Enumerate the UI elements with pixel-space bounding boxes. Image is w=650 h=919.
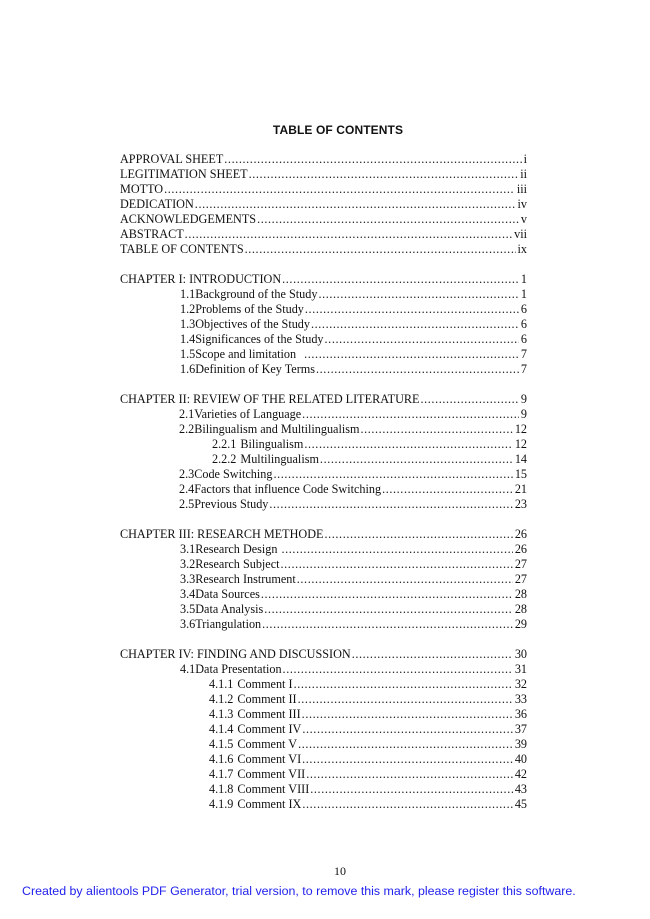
subsection-number: 4.1.2: [209, 692, 234, 706]
toc-entry-approval-sheet[interactable]: [120, 152, 527, 167]
entry-page: 27: [514, 557, 527, 571]
dot-leader: [420, 392, 518, 407]
toc-subsection[interactable]: [120, 797, 527, 812]
section-label: Objectives of the Study: [195, 317, 310, 331]
section-label: Code Switching: [194, 467, 273, 481]
dot-leader: [257, 212, 519, 227]
entry-page: 45: [514, 797, 527, 811]
entry-label: TABLE OF CONTENTS: [120, 242, 244, 256]
toc-section[interactable]: [120, 542, 527, 557]
subsection-label: Comment V: [237, 737, 298, 751]
toc-section[interactable]: [120, 287, 527, 302]
dot-leader: [283, 662, 513, 677]
dot-leader: [302, 752, 513, 767]
chapter-label: CHAPTER II: REVIEW OF THE RELATED LITERATURE: [120, 392, 420, 406]
dot-leader: [302, 707, 513, 722]
dot-leader: [281, 542, 512, 557]
entry-page: 23: [514, 497, 527, 511]
dot-leader: [245, 242, 516, 257]
entry-page: 39: [514, 737, 527, 751]
entry-page: 26: [514, 542, 527, 556]
entry-page: 31: [514, 662, 527, 676]
section-label: Definition of Key Terms: [195, 362, 315, 376]
subsection-number: 4.1.3: [209, 707, 234, 721]
subsection-label: Comment VII: [237, 767, 306, 781]
section-label: Research Instrument: [195, 572, 296, 586]
entry-page: 37: [514, 722, 527, 736]
entry-label: ABSTRACT: [120, 227, 184, 241]
entry-page: 42: [514, 767, 527, 781]
toc-section[interactable]: [120, 332, 527, 347]
spacer: [120, 257, 527, 272]
entry-page: 1: [520, 272, 527, 286]
toc-section[interactable]: [120, 467, 527, 482]
dot-leader: [195, 197, 516, 212]
spacer: [120, 632, 527, 647]
toc-subsection[interactable]: [120, 707, 527, 722]
toc-subsection[interactable]: [120, 752, 527, 767]
subsection-number: 4.1.8: [209, 782, 234, 796]
dot-leader: [294, 677, 513, 692]
toc-section[interactable]: [120, 407, 527, 422]
entry-page: 12: [514, 422, 527, 436]
section-number: 1.2: [180, 302, 196, 316]
chapter-label: CHAPTER IV: FINDING AND DISCUSSION: [120, 647, 351, 661]
entry-page: 14: [514, 452, 527, 466]
dot-leader: [264, 602, 513, 617]
entry-label: LEGITIMATION SHEET: [120, 167, 248, 181]
section-number: 3.3: [180, 572, 196, 586]
dot-leader: [298, 737, 513, 752]
dot-leader: [325, 332, 519, 347]
toc-section[interactable]: [120, 587, 527, 602]
dot-leader: [269, 497, 512, 512]
dot-leader: [298, 692, 513, 707]
subsection-label: Multilingualism: [240, 452, 319, 466]
section-number: 1.1: [180, 287, 196, 301]
entry-page: 43: [514, 782, 527, 796]
toc-section[interactable]: [120, 617, 527, 632]
dot-leader: [360, 422, 512, 437]
toc-entry-motto[interactable]: [120, 182, 527, 197]
section-label: Data Sources: [195, 587, 260, 601]
section-label: Problems of the Study: [195, 302, 304, 316]
section-label: Data Presentation: [195, 662, 282, 676]
entry-page: 29: [514, 617, 527, 631]
dot-leader: [324, 527, 512, 542]
toc-section[interactable]: [120, 482, 527, 497]
entry-page: 21: [514, 482, 527, 496]
subsection-label: Comment VIII: [237, 782, 310, 796]
section-label: Research Subject: [195, 557, 280, 571]
dot-leader: [302, 797, 512, 812]
toc-subsection[interactable]: [120, 722, 527, 737]
toc-subsection[interactable]: [120, 692, 527, 707]
toc-subsection[interactable]: [120, 452, 527, 467]
dot-leader: [261, 587, 513, 602]
dot-leader: [311, 317, 519, 332]
toc-chapter-3[interactable]: [120, 527, 527, 542]
section-number: 3.6: [180, 617, 196, 631]
dot-leader: [305, 302, 519, 317]
dot-leader: [316, 362, 519, 377]
section-label: Background of the Study: [195, 287, 318, 301]
section-number: 4.1: [180, 662, 196, 676]
section-number: 1.4: [180, 332, 196, 346]
page-number: 10: [334, 864, 346, 878]
entry-page: 6: [520, 317, 527, 331]
entry-label: MOTTO: [120, 182, 164, 196]
section-number: 3.4: [180, 587, 196, 601]
watermark-text: Created by alientools PDF Generator, trial version, to remove this mark, please register this software.: [22, 884, 576, 898]
subsection-label: Comment III: [237, 707, 301, 721]
section-number: 2.1: [179, 407, 195, 421]
entry-page: 1: [520, 287, 527, 301]
chapter-label: CHAPTER III: RESEARCH METHODE: [120, 527, 324, 541]
dot-leader: [302, 407, 519, 422]
toc-section[interactable]: [120, 497, 527, 512]
subsection-label: Comment II: [237, 692, 297, 706]
entry-page: 30: [514, 647, 527, 661]
toc-section[interactable]: [120, 602, 527, 617]
toc-title: TABLE OF CONTENTS: [272, 123, 404, 137]
dot-leader: [224, 152, 521, 167]
section-number: 1.6: [180, 362, 196, 376]
toc-section[interactable]: [120, 572, 527, 587]
toc-entry-legitimation-sheet[interactable]: [120, 167, 527, 182]
toc-subsection[interactable]: [120, 737, 527, 752]
entry-page: 9: [520, 392, 527, 406]
dot-leader: [297, 572, 513, 587]
entry-page: 28: [514, 587, 527, 601]
section-number: 2.3: [179, 467, 195, 481]
entry-page: 7: [520, 362, 527, 376]
entry-page: 28: [514, 602, 527, 616]
toc-subsection[interactable]: [120, 767, 527, 782]
dot-leader: [304, 437, 512, 452]
toc-entry-dedication[interactable]: [120, 197, 527, 212]
entry-label: APPROVAL SHEET: [120, 152, 224, 166]
entry-label: DEDICATION: [120, 197, 194, 211]
subsection-number: 2.2.2: [212, 452, 237, 466]
entry-page: 36: [514, 707, 527, 721]
toc-section[interactable]: [120, 347, 527, 362]
entry-page: 40: [514, 752, 527, 766]
dot-leader: [281, 557, 513, 572]
dot-leader: [304, 347, 519, 362]
section-label: Factors that influence Code Switching: [194, 482, 382, 496]
dot-leader: [382, 482, 513, 497]
entry-page: i: [523, 152, 527, 166]
subsection-number: 4.1.4: [209, 722, 234, 736]
toc-chapter-1[interactable]: [120, 272, 527, 287]
toc-section[interactable]: [120, 362, 527, 377]
toc-entry-table-of-contents[interactable]: [120, 242, 527, 257]
dot-leader: [282, 272, 519, 287]
toc-subsection[interactable]: [120, 782, 527, 797]
spacer: [120, 512, 527, 527]
entry-page: v: [520, 212, 527, 226]
toc-section[interactable]: [120, 557, 527, 572]
section-label: Scope and limitation: [195, 347, 297, 361]
toc-subsection[interactable]: [120, 437, 527, 452]
dot-leader: [273, 467, 512, 482]
entry-page: ii: [520, 167, 527, 181]
section-label: Triangulation: [195, 617, 262, 631]
section-label: Data Analysis: [195, 602, 264, 616]
entry-page: 33: [514, 692, 527, 706]
section-label: Bilingualism and Multilingualism: [194, 422, 360, 436]
toc-entry-acknowledgements[interactable]: [120, 212, 527, 227]
table-of-contents: [120, 152, 527, 812]
section-number: 3.1: [180, 542, 196, 556]
toc-chapter-2[interactable]: [120, 392, 527, 407]
subsection-label: Bilingualism: [240, 437, 304, 451]
section-label: Previous Study: [194, 497, 269, 511]
toc-entry-abstract[interactable]: [120, 227, 527, 242]
subsection-number: 4.1.5: [209, 737, 234, 751]
subsection-number: 2.2.1: [212, 437, 237, 451]
toc-section[interactable]: [120, 422, 527, 437]
entry-page: vii: [514, 227, 527, 241]
chapter-label: CHAPTER I: INTRODUCTION: [120, 272, 282, 286]
dot-leader: [318, 287, 518, 302]
entry-page: iv: [517, 197, 527, 211]
entry-label: ACKNOWLEDGEMENTS: [120, 212, 257, 226]
section-number: 2.4: [179, 482, 195, 496]
entry-page: 7: [520, 347, 527, 361]
subsection-number: 4.1.7: [209, 767, 234, 781]
dot-leader: [164, 182, 515, 197]
entry-page: 6: [520, 332, 527, 346]
subsection-label: Comment VI: [237, 752, 302, 766]
subsection-label: Comment I: [237, 677, 293, 691]
section-number: 3.2: [180, 557, 196, 571]
section-number: 2.2: [179, 422, 195, 436]
toc-subsection[interactable]: [120, 677, 527, 692]
entry-page: 6: [520, 302, 527, 316]
toc-section[interactable]: [120, 317, 527, 332]
section-label: Varieties of Language: [194, 407, 302, 421]
entry-page: 12: [514, 437, 527, 451]
dot-leader: [262, 617, 513, 632]
dot-leader: [320, 452, 513, 467]
subsection-label: Comment IV: [237, 722, 302, 736]
toc-chapter-4[interactable]: [120, 647, 527, 662]
section-label: Research Design: [195, 542, 278, 556]
dot-leader: [352, 647, 513, 662]
entry-page: iii: [516, 182, 527, 196]
entry-page: 27: [514, 572, 527, 586]
entry-page: ix: [517, 242, 527, 256]
dot-leader: [310, 782, 513, 797]
toc-section[interactable]: [120, 302, 527, 317]
toc-section[interactable]: [120, 662, 527, 677]
section-number: 2.5: [179, 497, 195, 511]
entry-page: 9: [520, 407, 527, 421]
section-number: 1.5: [180, 347, 196, 361]
subsection-number: 4.1.1: [209, 677, 234, 691]
subsection-label: Comment IX: [237, 797, 302, 811]
subsection-number: 4.1.6: [209, 752, 234, 766]
entry-page: 26: [514, 527, 527, 541]
section-number: 1.3: [180, 317, 196, 331]
dot-leader: [302, 722, 512, 737]
section-label: Significances of the Study: [195, 332, 324, 346]
dot-leader: [185, 227, 512, 242]
dot-leader: [249, 167, 519, 182]
section-number: 3.5: [180, 602, 196, 616]
entry-page: 15: [514, 467, 527, 481]
dot-leader: [306, 767, 513, 782]
spacer: [120, 377, 527, 392]
subsection-number: 4.1.9: [209, 797, 234, 811]
entry-page: 32: [514, 677, 527, 691]
